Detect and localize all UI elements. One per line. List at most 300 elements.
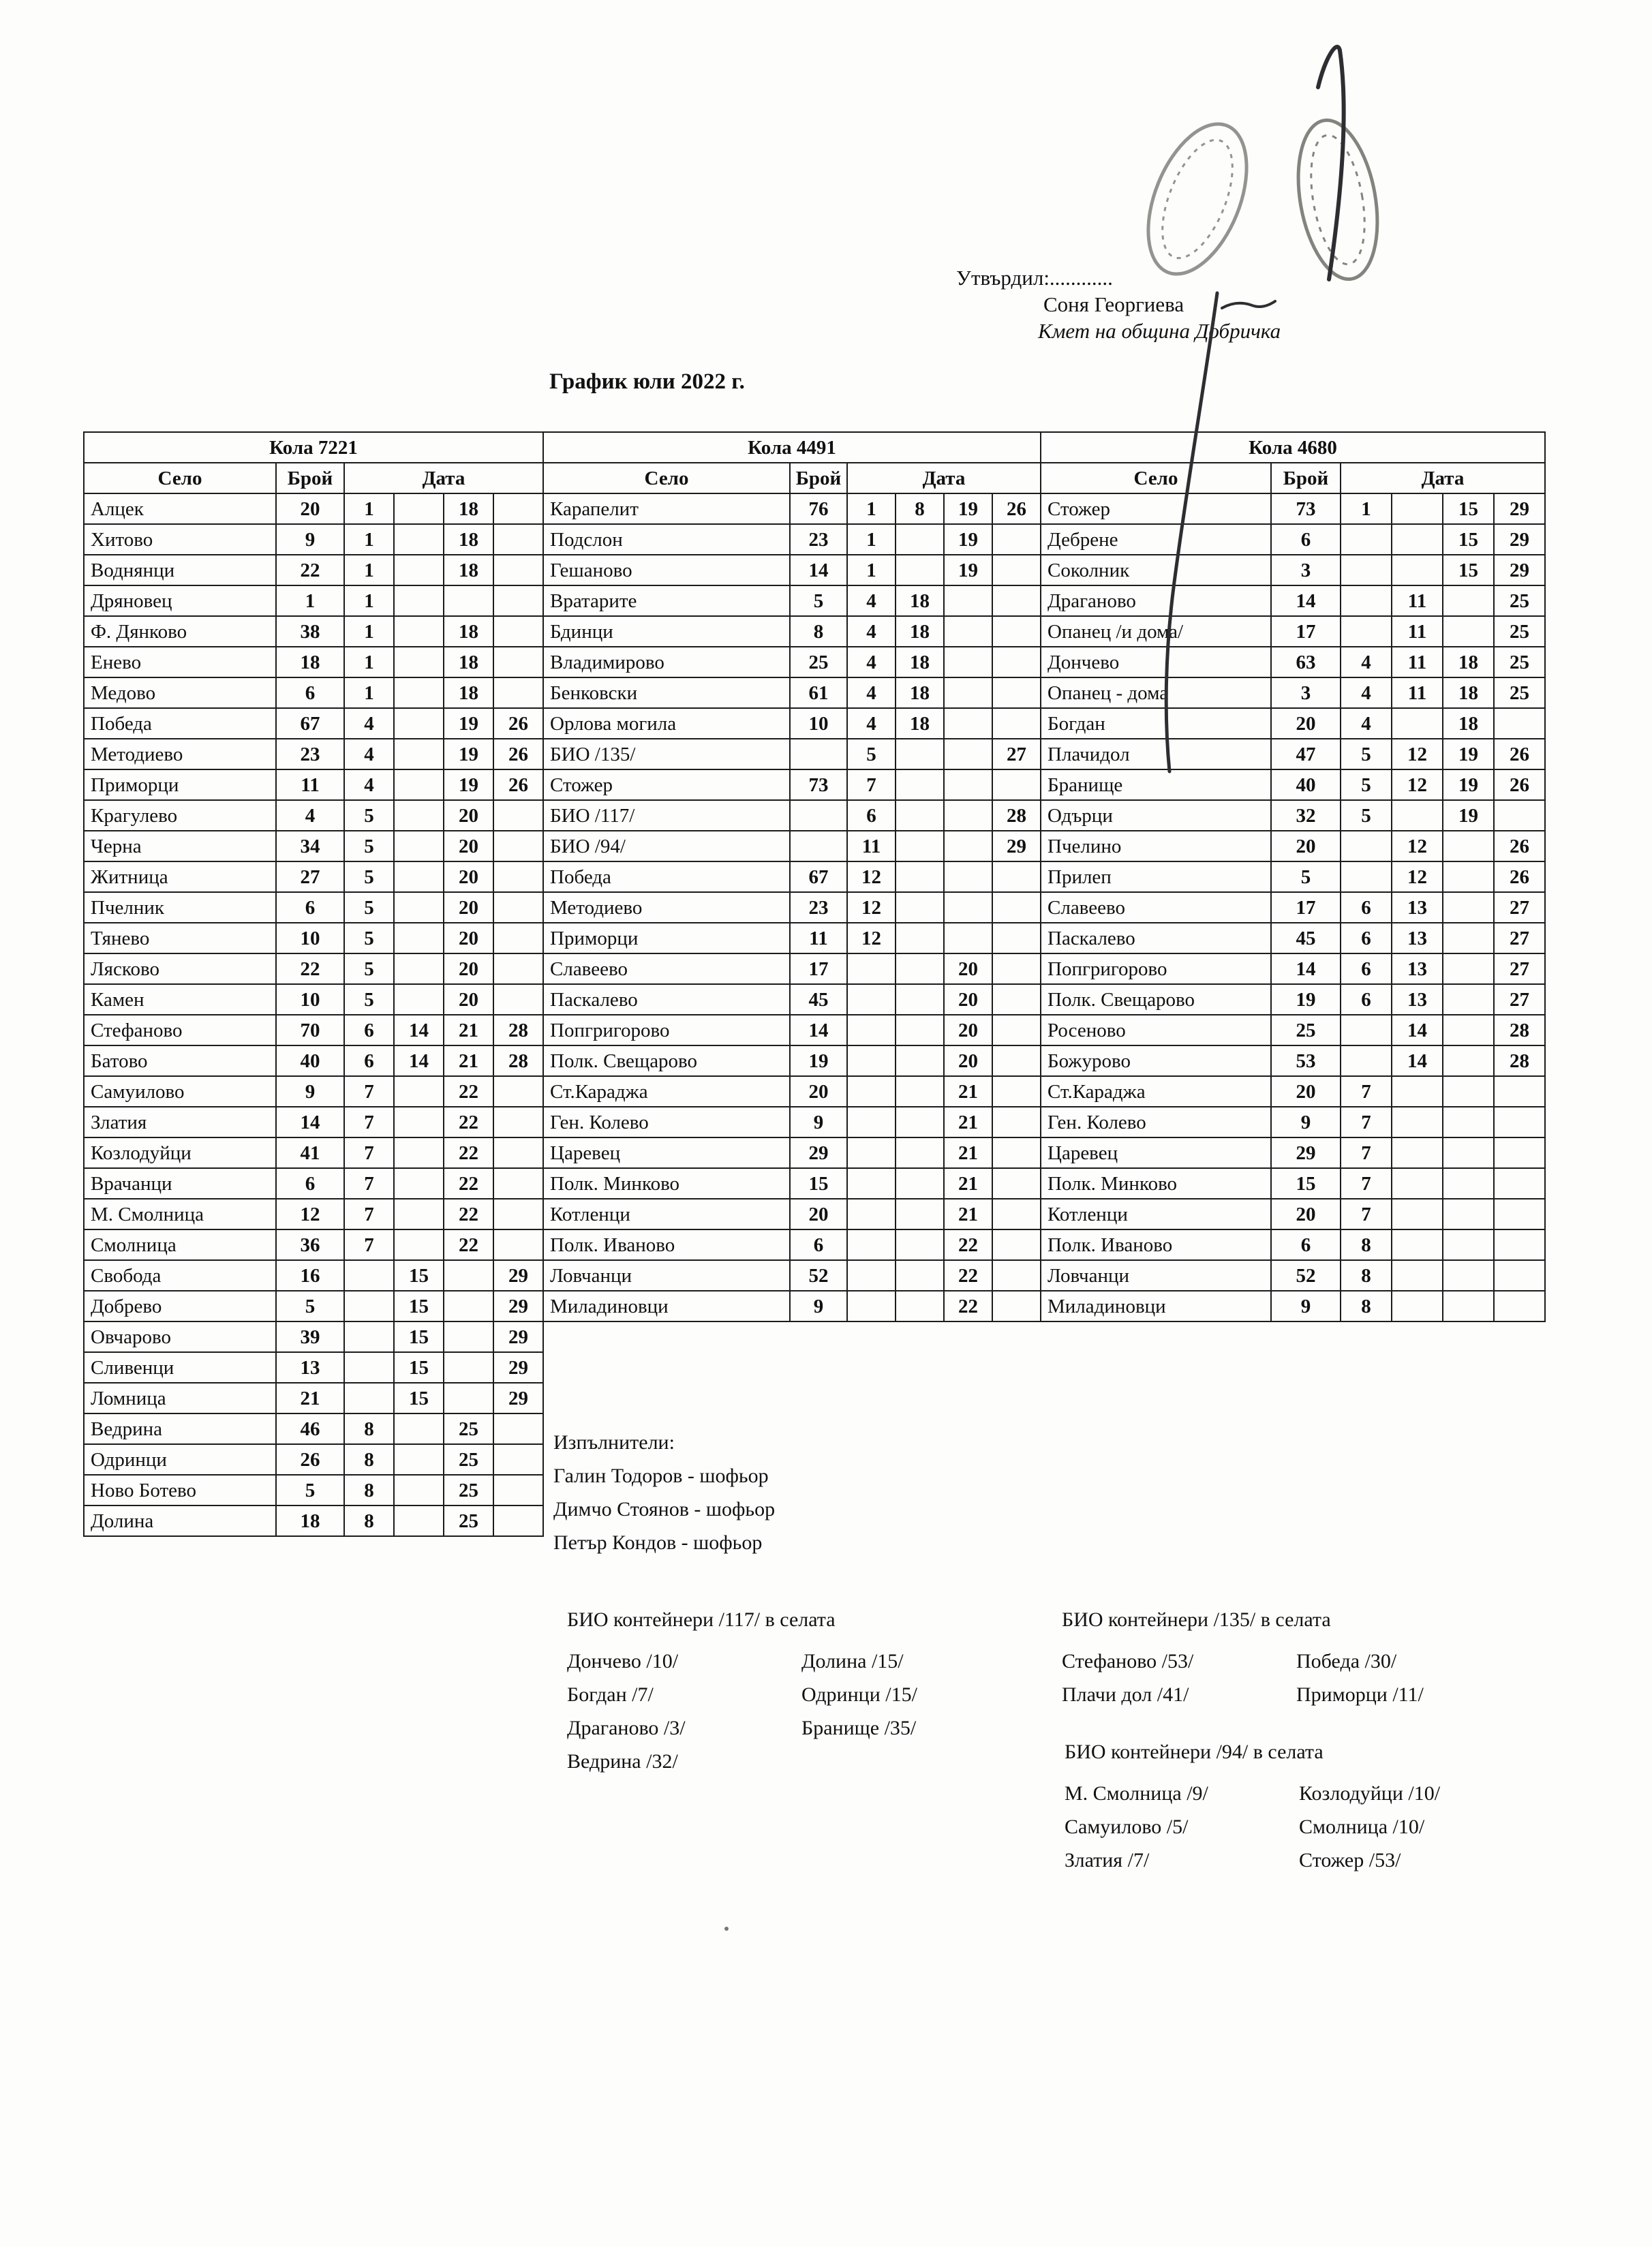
- count-cell: 6: [276, 1168, 344, 1199]
- bio-note-item: М. Смолница /9/: [1065, 1782, 1208, 1805]
- village-cell: Овчарово: [84, 1321, 276, 1352]
- table-row: [543, 923, 1041, 953]
- date-cell: 21: [944, 1107, 992, 1137]
- count-cell: 63: [1271, 647, 1341, 677]
- date-cell: [493, 923, 543, 953]
- date-cell: 18: [896, 585, 944, 616]
- date-cell: [1341, 585, 1392, 616]
- date-cell: [896, 800, 944, 831]
- table-row: [1041, 493, 1545, 524]
- date-cell: [1392, 1168, 1443, 1199]
- date-cell: [394, 1199, 444, 1229]
- village-cell: Миладиновци: [543, 1291, 790, 1321]
- count-cell: 4: [276, 800, 344, 831]
- table-row: [543, 647, 1041, 677]
- date-cell: 13: [1392, 892, 1443, 923]
- date-cell: [992, 1015, 1041, 1045]
- table-row: [1041, 800, 1545, 831]
- date-cell: 25: [1494, 616, 1545, 647]
- village-cell: Ведрина: [84, 1413, 276, 1444]
- date-cell: [944, 861, 992, 892]
- village-cell: Плачидол: [1041, 739, 1271, 769]
- date-cell: [493, 555, 543, 585]
- count-cell: 22: [276, 953, 344, 984]
- date-cell: [493, 800, 543, 831]
- date-cell: [1341, 1045, 1392, 1076]
- date-cell: [493, 1475, 543, 1505]
- village-cell: Победа: [543, 861, 790, 892]
- table-row: [84, 677, 543, 708]
- column-header-row: [543, 463, 1041, 493]
- date-cell: [847, 1199, 896, 1229]
- bio-note-row: [1065, 1844, 1533, 1877]
- date-cell: [1443, 831, 1494, 861]
- date-cell: 25: [444, 1444, 493, 1475]
- date-cell: [394, 1137, 444, 1168]
- date-cell: 12: [1392, 739, 1443, 769]
- bio-note-item: Одринци /15/: [801, 1683, 917, 1706]
- table-row: [1041, 1015, 1545, 1045]
- date-cell: [847, 1168, 896, 1199]
- count-cell: 47: [1271, 739, 1341, 769]
- count-cell: 67: [790, 861, 847, 892]
- date-cell: 29: [992, 831, 1041, 861]
- date-cell: [896, 739, 944, 769]
- count-cell: 15: [1271, 1168, 1341, 1199]
- table-row: [84, 984, 543, 1015]
- date-cell: 14: [1392, 1015, 1443, 1045]
- village-cell: Царевец: [543, 1137, 790, 1168]
- date-cell: 4: [1341, 677, 1392, 708]
- date-cell: 27: [1494, 953, 1545, 984]
- count-cell: 16: [276, 1260, 344, 1291]
- date-cell: 5: [344, 984, 394, 1015]
- date-cell: 25: [1494, 647, 1545, 677]
- col-header-date: Дата: [344, 463, 543, 493]
- date-cell: [444, 1321, 493, 1352]
- village-cell: БИО /135/: [543, 739, 790, 769]
- village-cell: Ген. Колево: [1041, 1107, 1271, 1137]
- count-cell: 76: [790, 493, 847, 524]
- table-row: [84, 1321, 543, 1352]
- date-cell: 15: [1443, 555, 1494, 585]
- date-cell: 19: [444, 739, 493, 769]
- table-row: [84, 1505, 543, 1536]
- date-cell: [896, 1107, 944, 1137]
- bio-note-item: Златия /7/: [1065, 1849, 1150, 1871]
- date-cell: [493, 1168, 543, 1199]
- date-cell: 4: [847, 585, 896, 616]
- count-cell: 1: [276, 585, 344, 616]
- village-cell: Бранище: [1041, 769, 1271, 800]
- date-cell: [493, 831, 543, 861]
- date-cell: 22: [444, 1229, 493, 1260]
- date-cell: 25: [444, 1475, 493, 1505]
- table-row: [543, 1291, 1041, 1321]
- village-cell: Котленци: [543, 1199, 790, 1229]
- village-cell: Енево: [84, 647, 276, 677]
- date-cell: [1341, 555, 1392, 585]
- count-cell: 46: [276, 1413, 344, 1444]
- date-cell: 12: [847, 861, 896, 892]
- schedule-table-kola-4491: [542, 431, 1041, 1322]
- schedule-table-kola-4680: [1040, 431, 1546, 1322]
- village-cell: Карапелит: [543, 493, 790, 524]
- date-cell: 6: [1341, 953, 1392, 984]
- date-cell: [992, 769, 1041, 800]
- table-row: [543, 1076, 1041, 1107]
- date-cell: 8: [344, 1505, 394, 1536]
- date-cell: 29: [1494, 493, 1545, 524]
- village-cell: Свобода: [84, 1260, 276, 1291]
- village-cell: Самуилово: [84, 1076, 276, 1107]
- table-row: [543, 677, 1041, 708]
- date-cell: [444, 1260, 493, 1291]
- date-cell: [944, 616, 992, 647]
- table-row: [84, 1383, 543, 1413]
- date-cell: [1494, 1199, 1545, 1229]
- date-cell: 18: [1443, 677, 1494, 708]
- date-cell: 15: [394, 1383, 444, 1413]
- date-cell: 15: [394, 1260, 444, 1291]
- date-cell: 8: [1341, 1260, 1392, 1291]
- table-row: [543, 861, 1041, 892]
- date-cell: [1392, 1291, 1443, 1321]
- date-cell: [1494, 1260, 1545, 1291]
- date-cell: [847, 1076, 896, 1107]
- bio-note-title: БИО контейнери /117/ в селата: [567, 1608, 836, 1631]
- table-row: [1041, 555, 1545, 585]
- date-cell: 20: [444, 923, 493, 953]
- date-cell: [847, 1260, 896, 1291]
- date-cell: [992, 708, 1041, 739]
- date-cell: [1443, 1291, 1494, 1321]
- date-cell: [992, 1076, 1041, 1107]
- date-cell: [847, 1229, 896, 1260]
- date-cell: [896, 555, 944, 585]
- date-cell: [1392, 524, 1443, 555]
- date-cell: [896, 1260, 944, 1291]
- date-cell: 18: [1443, 708, 1494, 739]
- date-cell: 19: [1443, 800, 1494, 831]
- count-cell: 27: [276, 861, 344, 892]
- date-cell: 22: [444, 1076, 493, 1107]
- date-cell: [1392, 708, 1443, 739]
- village-cell: Стожер: [543, 769, 790, 800]
- date-cell: 1: [847, 524, 896, 555]
- village-cell: Пчелник: [84, 892, 276, 923]
- table-row: [84, 1199, 543, 1229]
- table-body: [1041, 493, 1545, 1321]
- date-cell: [896, 1045, 944, 1076]
- bio-note-rows: [1062, 1645, 1531, 1711]
- count-cell: 6: [276, 677, 344, 708]
- table-row: [84, 1260, 543, 1291]
- count-cell: 10: [790, 708, 847, 739]
- date-cell: [1494, 1137, 1545, 1168]
- date-cell: 25: [1494, 677, 1545, 708]
- date-cell: [344, 1321, 394, 1352]
- date-cell: 6: [847, 800, 896, 831]
- bio-note-item: [801, 1745, 1036, 1778]
- date-cell: 6: [1341, 923, 1392, 953]
- date-cell: [394, 677, 444, 708]
- village-cell: Божурово: [1041, 1045, 1271, 1076]
- date-cell: [944, 769, 992, 800]
- count-cell: 20: [1271, 1076, 1341, 1107]
- date-cell: 15: [1443, 524, 1494, 555]
- village-cell: Одринци: [84, 1444, 276, 1475]
- table-row: [543, 1229, 1041, 1260]
- date-cell: 7: [847, 769, 896, 800]
- bio-note-item: Дончево /10/: [567, 1650, 679, 1672]
- village-cell: Стожер: [1041, 493, 1271, 524]
- date-cell: 29: [493, 1383, 543, 1413]
- bio-note-item: Долина /15/: [801, 1650, 904, 1672]
- date-cell: 7: [344, 1199, 394, 1229]
- date-cell: 28: [1494, 1015, 1545, 1045]
- table-row: [1041, 923, 1545, 953]
- date-cell: [493, 1076, 543, 1107]
- table-row: [1041, 585, 1545, 616]
- date-cell: [493, 677, 543, 708]
- date-cell: [493, 984, 543, 1015]
- date-cell: [847, 1045, 896, 1076]
- car-header-row: [543, 432, 1041, 463]
- table-row: [1041, 1291, 1545, 1321]
- car-title: Кола 4491: [543, 432, 1041, 463]
- date-cell: [1341, 861, 1392, 892]
- car-title: Кола 4680: [1041, 432, 1545, 463]
- count-cell: 9: [790, 1291, 847, 1321]
- date-cell: [394, 1413, 444, 1444]
- date-cell: [394, 1076, 444, 1107]
- date-cell: 11: [1392, 616, 1443, 647]
- date-cell: 8: [344, 1444, 394, 1475]
- date-cell: 5: [344, 800, 394, 831]
- date-cell: [896, 892, 944, 923]
- col-header-count: Брой: [790, 463, 847, 493]
- date-cell: [896, 831, 944, 861]
- date-cell: [1341, 524, 1392, 555]
- count-cell: 11: [790, 923, 847, 953]
- count-cell: 14: [1271, 585, 1341, 616]
- bio-note-item: Богдан /7/: [567, 1683, 654, 1706]
- village-cell: Полк. Иваново: [1041, 1229, 1271, 1260]
- date-cell: 18: [444, 647, 493, 677]
- date-cell: 8: [344, 1413, 394, 1444]
- bio-note-item: Плачи дол /41/: [1062, 1683, 1189, 1706]
- date-cell: [344, 1260, 394, 1291]
- date-cell: 18: [1443, 647, 1494, 677]
- date-cell: 5: [344, 923, 394, 953]
- stamp-left-icon: [1129, 110, 1266, 288]
- count-cell: 34: [276, 831, 344, 861]
- date-cell: [493, 493, 543, 524]
- date-cell: 5: [344, 861, 394, 892]
- table-row: [543, 555, 1041, 585]
- village-cell: Вратарите: [543, 585, 790, 616]
- count-cell: 20: [1271, 831, 1341, 861]
- date-cell: 18: [444, 616, 493, 647]
- date-cell: 21: [944, 1076, 992, 1107]
- date-cell: 21: [944, 1168, 992, 1199]
- table-row: [84, 769, 543, 800]
- table-row: [1041, 1260, 1545, 1291]
- village-cell: Попгригорово: [1041, 953, 1271, 984]
- date-cell: 20: [444, 861, 493, 892]
- village-cell: Батово: [84, 1045, 276, 1076]
- date-cell: [896, 861, 944, 892]
- count-cell: 52: [790, 1260, 847, 1291]
- date-cell: 7: [344, 1137, 394, 1168]
- date-cell: 12: [847, 923, 896, 953]
- count-cell: 6: [276, 892, 344, 923]
- date-cell: [394, 953, 444, 984]
- count-cell: 29: [1271, 1137, 1341, 1168]
- date-cell: 22: [944, 1229, 992, 1260]
- table-row: [84, 892, 543, 923]
- approver-title: Кмет на община Добричка: [1038, 319, 1281, 343]
- date-cell: 5: [1341, 800, 1392, 831]
- date-cell: 11: [1392, 677, 1443, 708]
- date-cell: 29: [1494, 555, 1545, 585]
- date-cell: 11: [1392, 647, 1443, 677]
- date-cell: 26: [1494, 769, 1545, 800]
- stamp-right-icon: [1287, 114, 1388, 286]
- count-cell: 18: [276, 1505, 344, 1536]
- date-cell: 12: [847, 892, 896, 923]
- date-cell: 7: [1341, 1168, 1392, 1199]
- village-cell: Опанец /и дома/: [1041, 616, 1271, 647]
- village-cell: Полк. Минково: [1041, 1168, 1271, 1199]
- count-cell: 9: [790, 1107, 847, 1137]
- bio-note-row: [567, 1711, 1036, 1745]
- table-row: [543, 739, 1041, 769]
- date-cell: 29: [493, 1291, 543, 1321]
- date-cell: [493, 585, 543, 616]
- village-cell: Добрево: [84, 1291, 276, 1321]
- table-row: [543, 1199, 1041, 1229]
- village-cell: Методиево: [84, 739, 276, 769]
- count-cell: [790, 739, 847, 769]
- date-cell: [1443, 1015, 1494, 1045]
- date-cell: [444, 585, 493, 616]
- date-cell: 15: [394, 1291, 444, 1321]
- village-cell: Полк. Свещарово: [543, 1045, 790, 1076]
- count-cell: 17: [1271, 616, 1341, 647]
- date-cell: [992, 555, 1041, 585]
- date-cell: [493, 1229, 543, 1260]
- table-row: [1041, 739, 1545, 769]
- date-cell: 27: [992, 739, 1041, 769]
- date-cell: 28: [493, 1045, 543, 1076]
- table-row: [84, 585, 543, 616]
- village-cell: Опанец - дома: [1041, 677, 1271, 708]
- village-cell: Дебрене: [1041, 524, 1271, 555]
- date-cell: 13: [1392, 984, 1443, 1015]
- date-cell: 8: [1341, 1229, 1392, 1260]
- date-cell: 20: [444, 831, 493, 861]
- date-cell: 14: [1392, 1045, 1443, 1076]
- village-cell: Житница: [84, 861, 276, 892]
- date-cell: [493, 953, 543, 984]
- table-row: [84, 953, 543, 984]
- count-cell: 45: [1271, 923, 1341, 953]
- date-cell: [394, 769, 444, 800]
- count-cell: 17: [1271, 892, 1341, 923]
- date-cell: 18: [444, 524, 493, 555]
- date-cell: 1: [344, 677, 394, 708]
- date-cell: 22: [444, 1137, 493, 1168]
- date-cell: 5: [344, 831, 394, 861]
- count-cell: 5: [276, 1291, 344, 1321]
- bio-note-row: [567, 1645, 1036, 1678]
- date-cell: 7: [344, 1107, 394, 1137]
- date-cell: 18: [896, 708, 944, 739]
- village-cell: Полк. Иваново: [543, 1229, 790, 1260]
- village-cell: Росеново: [1041, 1015, 1271, 1045]
- count-cell: 14: [276, 1107, 344, 1137]
- date-cell: [992, 1045, 1041, 1076]
- village-cell: Дряновец: [84, 585, 276, 616]
- date-cell: [1494, 1229, 1545, 1260]
- date-cell: 22: [944, 1260, 992, 1291]
- date-cell: 12: [1392, 831, 1443, 861]
- date-cell: [944, 739, 992, 769]
- count-cell: 9: [276, 524, 344, 555]
- count-cell: 29: [790, 1137, 847, 1168]
- bio-note-title: БИО контейнери /94/ в селата: [1065, 1741, 1324, 1763]
- date-cell: [1443, 1260, 1494, 1291]
- date-cell: 4: [344, 708, 394, 739]
- date-cell: 19: [444, 769, 493, 800]
- table-row: [1041, 1107, 1545, 1137]
- count-cell: 6: [1271, 524, 1341, 555]
- count-cell: 23: [790, 524, 847, 555]
- date-cell: [493, 892, 543, 923]
- date-cell: [1443, 1168, 1494, 1199]
- table-row: [84, 1291, 543, 1321]
- bio-note-item: Приморци /11/: [1296, 1683, 1424, 1706]
- table-row: [543, 800, 1041, 831]
- village-cell: БИО /94/: [543, 831, 790, 861]
- date-cell: [992, 524, 1041, 555]
- date-cell: [394, 493, 444, 524]
- bio-note-row: [1062, 1645, 1531, 1678]
- date-cell: 4: [1341, 647, 1392, 677]
- date-cell: [896, 984, 944, 1015]
- date-cell: [896, 1076, 944, 1107]
- date-cell: 1: [344, 647, 394, 677]
- date-cell: [1443, 984, 1494, 1015]
- count-cell: 8: [790, 616, 847, 647]
- village-cell: Лясково: [84, 953, 276, 984]
- date-cell: [1443, 1137, 1494, 1168]
- table-row: [84, 708, 543, 739]
- table-row: [84, 555, 543, 585]
- bio-note-94: [1065, 1735, 1533, 1877]
- date-cell: [1443, 1107, 1494, 1137]
- date-cell: 5: [344, 953, 394, 984]
- date-cell: [1341, 1015, 1392, 1045]
- date-cell: [444, 1291, 493, 1321]
- count-cell: 9: [1271, 1107, 1341, 1137]
- village-cell: Гешаново: [543, 555, 790, 585]
- table-row: [84, 1045, 543, 1076]
- date-cell: [847, 1015, 896, 1045]
- count-cell: 5: [790, 585, 847, 616]
